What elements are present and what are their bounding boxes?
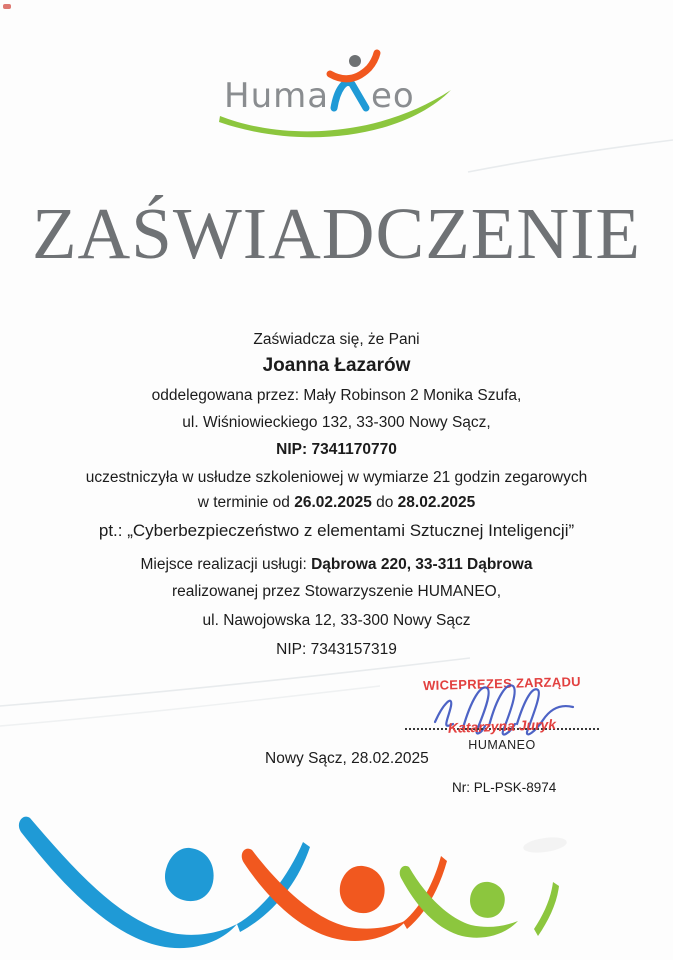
stamp-role: WICEPREZES ZARZĄDU [422, 673, 582, 694]
venue-line [0, 555, 673, 575]
place-date: Nowy Sącz, 28.02.2025 [265, 750, 429, 767]
logo-text-left: Huma [224, 76, 330, 116]
venue-prefix: Miejsce realizacji usługi: [140, 556, 312, 573]
participant-name: Joanna Łazarów [262, 355, 411, 376]
stamp-organization: HUMANEO [468, 738, 536, 752]
certify-intro: Zaświadcza się, że Pani [253, 331, 420, 348]
green-figure [400, 866, 559, 938]
certificate-body [0, 330, 673, 660]
decorative-figures-graphic [0, 810, 673, 960]
logo-n-icon [334, 82, 366, 108]
participant-address-line: ul. Wiśniowieckiego 132, 33-300 Nowy Sącz, [182, 414, 491, 431]
signature-block [403, 673, 601, 760]
term-end-date: 28.02.2025 [397, 494, 476, 511]
scan-artifact-mark [3, 4, 11, 9]
participation-line: uczestniczyła w usłudze szkoleniowej w wymiarze 21 godzin zegarowych [85, 469, 588, 486]
organizer-line: realizowanej przez Stowarzyszenie HUMANEO, [171, 583, 502, 600]
organizer-nip: NIP: 7343157319 [276, 641, 397, 658]
term-mid: do [371, 494, 398, 511]
delegated-by-line: oddelegowana przez: Mały Robinson 2 Monika Szufa, [151, 387, 522, 404]
venue-address: Dąbrowa 220, 33-311 Dąbrowa [311, 556, 533, 573]
page-title: ZAŚWIADCZENIE [31, 193, 642, 274]
humaneo-logo [206, 40, 468, 144]
organizer-address-line: ul. Nawojowska 12, 33-300 Nowy Sącz [202, 612, 471, 629]
stamp-signer-name: Katarzyna Juryk [447, 716, 557, 736]
course-title: pt.: „Cyberbezpieczeństwo z elementami Sztucznej Inteligencji” [98, 521, 575, 540]
logo-text-right: eo [371, 76, 415, 116]
logo-head-icon [349, 55, 361, 67]
participant-nip: NIP: 7341170770 [276, 441, 397, 458]
term-prefix: w terminie od [197, 494, 295, 511]
certificate-number: Nr: PL-PSK-8974 [452, 780, 557, 795]
term-line [0, 493, 673, 513]
term-start-date: 26.02.2025 [294, 494, 372, 511]
